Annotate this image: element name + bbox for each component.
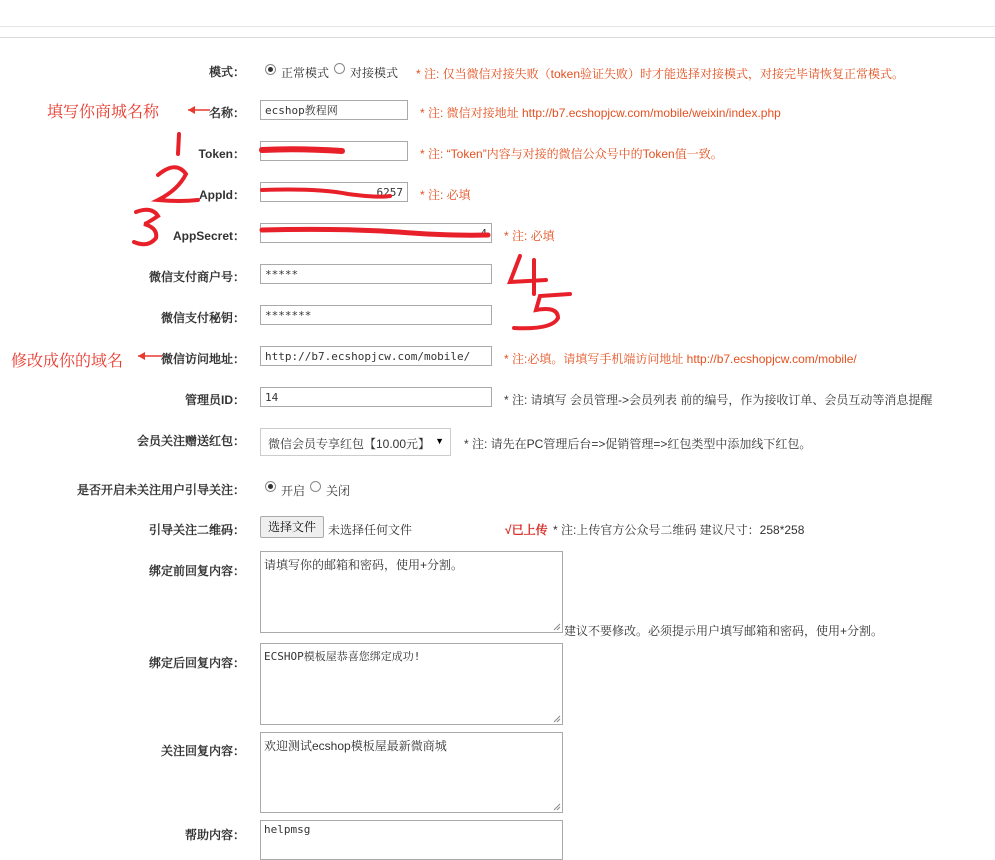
guide-label: 是否开启未关注用户引导关注：: [76, 483, 245, 497]
bonus-note: * 注: 请先在PC管理后台=>促销管理=>红包类型中添加线下红包。: [464, 437, 812, 451]
annotation-shop-name: 填写你商城名称: [47, 104, 160, 121]
help-textarea[interactable]: [260, 820, 563, 860]
appsecret-label: AppSecret：: [172, 229, 245, 243]
bind-before-note: 建议不要修改。必须提示用户填写邮箱和密码，使用+分割。: [564, 624, 884, 638]
mode-note: * 注: 仅当微信对接失败（token验证失败）时才能选择对接模式，对接完毕请恢复正常模式。: [416, 67, 905, 81]
token-note: * 注: “Token”内容与对接的微信公众号中的Token值一致。: [420, 147, 723, 161]
paykey-input[interactable]: [260, 305, 492, 325]
help-text: helpmsg: [264, 823, 311, 836]
follow-reply-textarea[interactable]: [260, 732, 563, 813]
admin-id-input[interactable]: [260, 387, 492, 407]
follow-reply-text: 欢迎测试ecshop模板屋最新微商城: [264, 739, 447, 753]
help-label: 帮助内容：: [184, 828, 245, 842]
mode-label: 模式：: [208, 65, 245, 79]
visit-url-note: * 注:必填。请填写手机端访问地址 http://b7.ecshopjcw.com/mobile/: [504, 352, 857, 366]
mode-connect-label: 对接模式: [350, 66, 399, 80]
name-note: * 注: 微信对接地址 http://b7.ecshopjcw.com/mobile/weixin/index.php: [420, 106, 781, 120]
follow-reply-label: 关注回复内容：: [160, 744, 245, 758]
admin-id-label: 管理员ID：: [184, 393, 245, 407]
token-label: Token：: [198, 147, 245, 161]
guide-on-radio[interactable]: [265, 481, 276, 492]
qrcode-note: * 注:上传官方公众号二维码 建议尺寸：258*258: [553, 523, 805, 537]
bind-after-text: ECSHOP模板屋恭喜您绑定成功!: [264, 650, 421, 663]
handwritten-numbers-1-2-3: [128, 130, 208, 250]
name-label: 名称：: [208, 106, 245, 120]
chevron-down-icon: ▼: [435, 436, 444, 446]
guide-off-radio[interactable]: [310, 481, 321, 492]
resize-grip-icon[interactable]: [553, 803, 561, 811]
visit-url-input[interactable]: [260, 346, 492, 366]
handwritten-numbers-4-5: [500, 250, 580, 340]
mode-normal-radio[interactable]: [265, 64, 276, 75]
mode-normal-label: 正常模式: [281, 66, 330, 80]
bonus-select[interactable]: [260, 428, 451, 456]
bind-before-label: 绑定前回复内容：: [148, 564, 245, 578]
annotation-domain: 修改成你的域名: [11, 353, 124, 370]
bind-before-text: 请填写你的邮箱和密码，使用+分割。: [264, 558, 464, 572]
appsecret-redaction: [258, 224, 494, 242]
merchant-input[interactable]: [260, 264, 492, 284]
bind-before-textarea[interactable]: [260, 551, 563, 633]
qrcode-label: 引导关注二维码：: [148, 523, 245, 537]
appid-label: AppId：: [199, 188, 245, 202]
token-redaction: [258, 143, 348, 157]
bind-after-label: 绑定后回复内容：: [148, 656, 245, 670]
arrow-left-icon: [136, 351, 164, 361]
merchant-label: 微信支付商户号：: [148, 270, 245, 284]
name-input[interactable]: [260, 100, 408, 120]
appid-note: * 注: 必填: [420, 188, 471, 202]
guide-on-label: 开启: [281, 484, 306, 498]
bonus-select-value: 微信会员专享红包【10.00元】: [268, 437, 431, 451]
appsecret-note: * 注: 必填: [504, 229, 555, 243]
uploaded-status[interactable]: √已上传: [505, 523, 548, 537]
bonus-label: 会员关注赠送红包：: [136, 434, 245, 448]
mode-connect-radio[interactable]: [334, 63, 345, 74]
bind-after-textarea[interactable]: [260, 643, 563, 725]
choose-file-button[interactable]: 选择文件: [260, 516, 324, 538]
resize-grip-icon[interactable]: [553, 715, 561, 723]
header-divider: [0, 37, 995, 38]
visit-url-label: 微信访问地址：: [160, 352, 245, 366]
resize-grip-icon[interactable]: [553, 623, 561, 631]
arrow-left-icon: [186, 105, 212, 115]
guide-off-label: 关闭: [326, 484, 351, 498]
file-status: 未选择任何文件: [328, 523, 413, 537]
appid-redaction: [258, 184, 398, 202]
paykey-label: 微信支付秘钥：: [160, 311, 245, 325]
top-divider: [0, 26, 995, 27]
admin-id-note: * 注: 请填写 会员管理->会员列表 前的编号，作为接收订单、会员互动等消息提醒: [504, 393, 933, 407]
